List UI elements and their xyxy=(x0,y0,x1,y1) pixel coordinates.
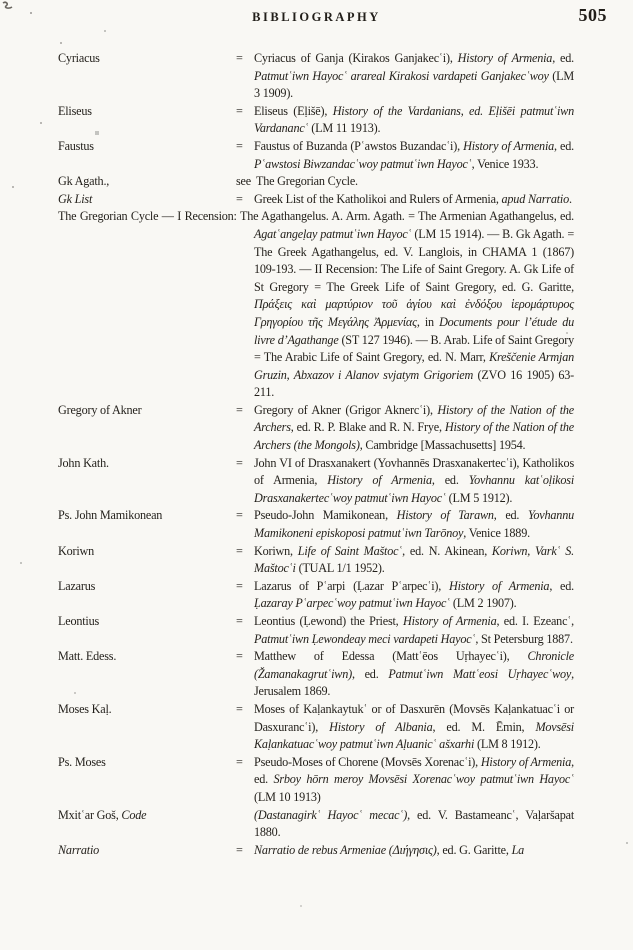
bibliography-entry xyxy=(58,507,574,542)
entry-term: Narratio xyxy=(58,842,100,857)
entry-term: Cyriacus xyxy=(58,51,100,65)
entry-term: Faustus xyxy=(58,138,94,153)
entry-definition: Koriwn, Life of Saint Maštocʿ, ed. N. Akinean, Koriwn, Varkʿ S. Maštocʿi (TUAL 1/1 1952). xyxy=(254,543,574,576)
entry-definition: (Dastanagirkʿ Hayocʿ mecacʿ), ed. V. Bastameancʿ, Vaḷaršapat 1880. xyxy=(254,807,574,840)
entry-definition: Matthew of Edessa (Mattʿēos Uṛhayecʿi), Chronicle (Žamanakagrutʿiwn), ed. Patmutʿiwn Mattʿeosi Uṛhayecʿwoy, Jerusalem 1869. xyxy=(254,649,574,699)
entry-definition: Greek List of the Katholikoi and Rulers of Armenia, apud Narratio. xyxy=(254,191,572,206)
entry-term: Ps. John Mamikonean xyxy=(58,508,163,523)
entry-separator: = xyxy=(236,508,243,523)
entry-separator: = xyxy=(236,842,243,857)
entry-definition: John VI of Drasxanakert (Yovhannēs Drasxanakertecʿi), Katholikos of Armenia, History of Armenia, ed. Yovhannu katʿoḷikosi Drasxanakertecʿwoy patmutʿiwn Hayocʿ (LM 5 1912). xyxy=(254,455,575,505)
entry-term: Lazarus xyxy=(58,578,96,593)
bibliography-entry xyxy=(58,701,574,754)
bibliography-entry xyxy=(58,138,574,173)
entry-separator: = xyxy=(236,649,243,664)
entries-list xyxy=(58,50,574,859)
entry-term: Mxitʿar Goš, Code xyxy=(58,807,147,822)
entry-separator: = xyxy=(236,578,243,593)
entry-term: John Kath. xyxy=(58,455,109,470)
entry-separator: = xyxy=(236,701,243,716)
entry-term: Gk List xyxy=(58,191,93,206)
bibliography-entry xyxy=(58,103,574,138)
entry-separator: = xyxy=(236,614,243,628)
scan-mark-icon xyxy=(2,1,16,13)
entry-separator: = xyxy=(236,51,243,65)
bibliography-entry xyxy=(58,191,574,209)
bibliography-entry xyxy=(58,754,574,807)
entry-definition: Moses of Kaḷankaytukʿ or of Dasxurēn (Movsēs Kaḷankatuacʿi or Dasxurancʿi), History of Albania, ed. M. Ēmin, Movsēsi Kaḷankatuacʿwoy patmutʿiwn Aḷuanicʿ ašxarhi (LM 8 1912). xyxy=(254,701,574,752)
bibliography-entry xyxy=(58,807,574,842)
entry-term: Koriwn xyxy=(58,543,95,558)
entry-separator: = xyxy=(236,402,243,417)
bibliography-entry xyxy=(58,208,574,402)
bibliography-entry xyxy=(58,543,574,578)
entry-term: Matt. Edess. xyxy=(58,649,117,664)
entry-separator: = xyxy=(236,138,243,153)
entry-term: The Gregorian Cycle xyxy=(58,209,159,224)
entry-separator: = xyxy=(236,455,243,470)
entry-separator: see xyxy=(236,174,251,189)
entry-term: Gregory of Akner xyxy=(58,402,142,417)
entry-term: Gk Agath., xyxy=(58,174,110,189)
entry-definition: Faustus of Buzanda (Pʿawstos Buzandacʿi), History of Armenia, ed. Pʿawstosi Biwzandacʿwoy patmutʿiwn Hayocʿ, Venice 1933. xyxy=(254,138,574,171)
entry-separator: = xyxy=(236,543,243,558)
bibliography-entry xyxy=(58,455,574,508)
entry-term: Leontius xyxy=(58,614,100,628)
entry-definition: — I Recension: The Agathangelus. A. Arm. Agath. = The Armenian Agathangelus, ed. Agatʿangeḷay patmutʿiwn Hayocʿ (LM 15 1914). — B. Gk Agath. = The Greek Agathangelus, ed. V. Langlois, in CHAMA 1 (1867) 109-193. — II Recension: The Life of Saint Gregory. A. Gk Life of St Gregory = The Greek Life of Saint Gregory, ed. G. Garitte, Πράξεις καὶ μαρτύριον τοῦ ἁγίου καὶ ἐνδόξου ἱερομάρτυρος Γρηγορίου τῆς Μεγάλης Ἀρμενίας, in Documents pour l’étude du livre d’Agathange (ST 127 1946). — B. Arab. Life of Saint Gregory = The Arabic Life of Saint Gregory, ed. N. Marr, Kreščenie Armjan Gruzin, Abxazov i Alanov svjatym Grigoriem (ZVO 16 1905) 63-211. xyxy=(158,209,575,400)
entry-term: Eliseus xyxy=(58,103,92,118)
entry-definition: Leontius (Ḷewond) the Priest, History of Armenia, ed. I. Ezeancʿ, Patmutʿiwn Ḷewondeay meci vardapeti Hayocʿ, St Petersburg 1887. xyxy=(254,614,574,646)
entry-separator: = xyxy=(236,103,243,118)
entry-term: Ps. Moses xyxy=(58,754,106,769)
running-head-title: BIBLIOGRAPHY xyxy=(252,10,381,24)
bibliography-entry xyxy=(58,648,574,701)
bibliography-entry xyxy=(58,842,574,860)
page-number: 505 xyxy=(578,5,607,25)
entry-definition: Eliseus (Eḷišē), History of the Vardanians, ed. Eḷišēi patmutʿiwn Vardanancʿ (LM 11 1913). xyxy=(254,103,574,136)
entry-separator: = xyxy=(236,754,243,769)
entry-definition: Pseudo-Moses of Chorene (Movsēs Xorenacʿi), History of Armenia, ed. Srboy hōrn meroy Movsēsi Xorenacʿwoy patmutʿiwn Hayocʿ (LM 10 1913) xyxy=(254,754,574,804)
entry-definition: The Gregorian Cycle. xyxy=(255,174,358,189)
bibliography-entry xyxy=(58,613,574,648)
entry-definition: Gregory of Akner (Grigor Aknercʿi), History of the Nation of the Archers, ed. R. P. Blake and R. N. Frye, History of the Nation of the Archers (the Mongols), Cambridge [Massachusetts] 1954. xyxy=(254,402,574,453)
bibliography-entry xyxy=(58,50,574,103)
entry-definition: Lazarus of Pʿarpi (Ḷazar Pʿarpecʿi), History of Armenia, ed. Ḷazaray Pʿarpecʿwoy patmutʿiwn Hayocʿ (LM 2 1907). xyxy=(254,578,574,611)
bibliography-entry xyxy=(58,578,574,613)
entry-definition: Cyriacus of Ganja (Kirakos Ganjakecʿi), History of Armenia, ed. Patmutʿiwn Hayocʿ arareal Kirakosi vardapeti Ganjakecʿwoy (LM 3 1909). xyxy=(254,51,575,101)
entry-definition: Narratio de rebus Armeniae (Διήγησις), ed. G. Garitte, La xyxy=(254,842,525,857)
bibliography-entry xyxy=(58,402,574,455)
bibliography-entry xyxy=(58,173,574,191)
entry-term: Moses Kaḷ. xyxy=(58,701,112,716)
entry-definition: Pseudo-John Mamikonean, History of Tarawn, ed. Yovhannu Mamikoneni episkoposi patmutʿiwn Tarōnoy, Venice 1889. xyxy=(254,508,574,541)
entry-separator: = xyxy=(236,191,243,206)
